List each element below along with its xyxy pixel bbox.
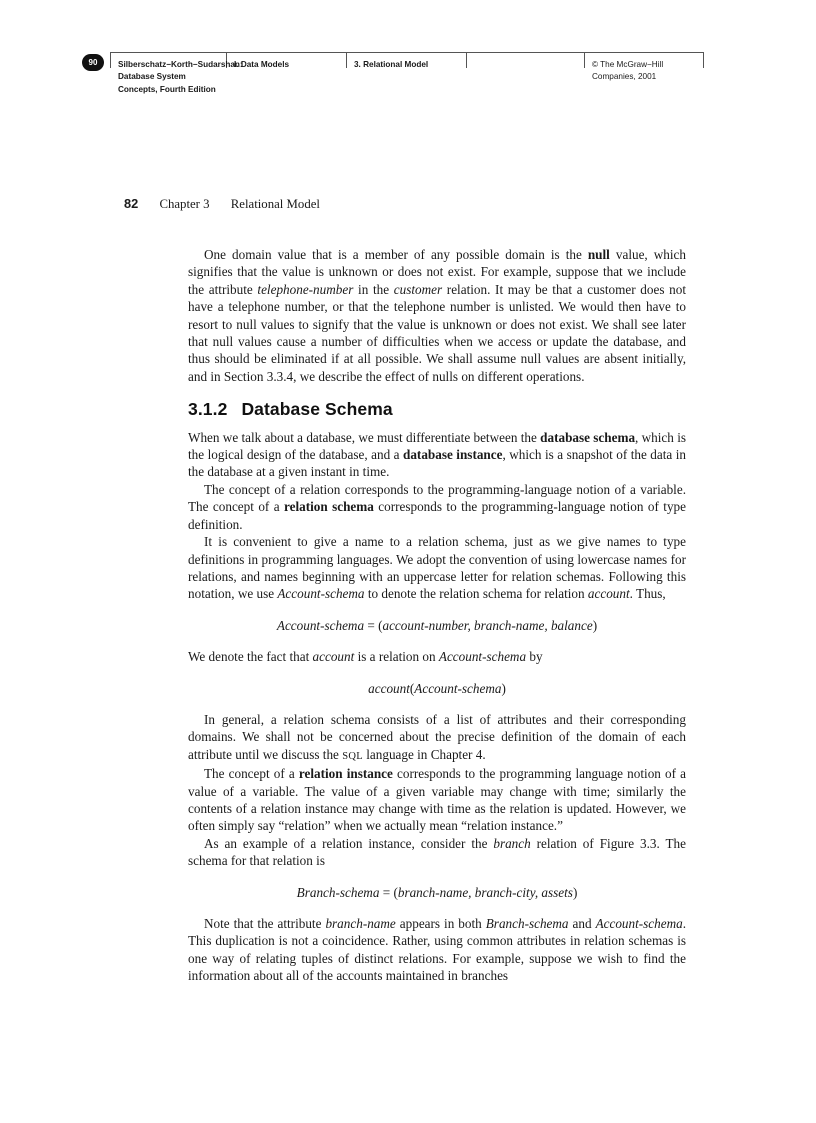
header-divider	[110, 52, 111, 68]
page-badge: 90	[82, 54, 104, 71]
paragraph-schema-vs-instance: When we talk about a database, we must differentiate between the database schema, which is the logical design of the database, and a database instance, which is a snapshot of the data in the database at a given instant in time.	[188, 429, 686, 480]
header-authors: Silberschatz−Korth−Sudarshan:	[118, 60, 243, 69]
header-divider	[466, 52, 467, 68]
paragraph-attributes-domains: In general, a relation schema consists of a list of attributes and their corresponding domains. We shall not be concerned about the precise definition of the domain of each attribute until we discuss the SQL language in Chapter 4.	[188, 711, 686, 762]
term-telephone-number: telephone-number	[257, 281, 354, 297]
header-divider	[346, 52, 347, 68]
paragraph-branch-example: As an example of a relation instance, consider the branch relation of Figure 3.3. The schema for that relation is	[188, 835, 686, 869]
copyright-line2: Companies, 2001	[592, 72, 657, 82]
term-relation-instance: relation instance	[298, 766, 393, 782]
header-book-line2: Database System	[118, 72, 186, 82]
paragraph-common-attributes: Note that the attribute branch-name appears in both Branch-schema and Account-schema. This duplication is not a coincidence. Rather, using common attributes in relation schemas is one way of relating tuples of distinct relations. For example, suppose we wish to find the information about all of the accounts maintained in branches	[188, 916, 687, 984]
paragraph-null-values: One domain value that is a member of any possible domain is the null value, which signifies that the value is unknown or does not exist. For example, suppose that we include the attribute telephone-number in the customer relation. It may be that a customer does not have a telephone number, or that the telephone number is unlisted. We would then have to resort to null values to signify that the value is unknown or does not exist. We shall see later that null values cause a number of difficulties when we access or update the database, and thus should be eliminated if at all possible. We shall assume null values are absent initially, and in Section 3.3.4, we describe the effect of nulls on different operations.	[188, 247, 686, 384]
header-part: I. Data Models	[234, 60, 290, 69]
header-book-line3: Concepts, Fourth Edition	[118, 84, 216, 94]
term-customer: customer	[393, 281, 443, 297]
term-relation-schema: relation schema	[283, 499, 374, 515]
header-book-info	[118, 59, 243, 96]
header-rule	[110, 52, 704, 53]
section-number: 3.1.2	[188, 399, 228, 420]
header-divider	[584, 52, 585, 68]
chapter-title: Relational Model	[230, 197, 320, 211]
section-title: Database Schema	[241, 399, 393, 420]
copyright-line1: © The McGraw−Hill	[592, 60, 664, 69]
paragraph-naming-convention: It is convenient to give a name to a relation schema, just as we give names to type definitions in programming languages. We adopt the convention of using lowercase names for relations, and names beginning with an uppercase letter for relation schemas. Following this notation, we use Account-schema to denote the relation schema for relation account. Thus,	[188, 534, 686, 602]
paragraph-denote-account: We denote the fact that account is a relation on Account-schema by	[188, 649, 543, 665]
header-divider	[703, 52, 704, 68]
equation-branch-schema: Branch-schema = (branch-name, branch-city, assets)	[296, 884, 578, 900]
chapter-label: Chapter 3	[159, 197, 210, 211]
term-database-schema: database schema	[540, 429, 636, 445]
term-sql: SQL	[342, 750, 363, 762]
equation-account-schema: Account-schema = (account-number, branch-name, balance)	[276, 617, 598, 633]
equation-account: account(Account-schema)	[368, 680, 506, 696]
term-null: null	[587, 247, 610, 262]
header-copyright	[592, 59, 663, 84]
term-database-instance: database instance	[403, 447, 503, 463]
book-header	[110, 52, 704, 110]
paragraph-relation-instance: The concept of a relation instance corresponds to the programming language notion of a value of a variable. The value of a given variable may change with time; similarly the contents of a relation instance may change with time as the relation is updated. However, we often simply say “relation” when we actually mean “relation instance.”	[188, 766, 686, 834]
page-number: 82	[124, 196, 139, 211]
page-body	[188, 246, 686, 985]
running-head	[124, 196, 320, 212]
paragraph-relation-schema: The concept of a relation corresponds to the programming-language notion of a variable. The concept of a relation schema corresponds to the programming-language notion of type definition.	[188, 481, 686, 532]
section-heading	[188, 401, 686, 418]
header-chapter: 3. Relational Model	[354, 60, 429, 69]
